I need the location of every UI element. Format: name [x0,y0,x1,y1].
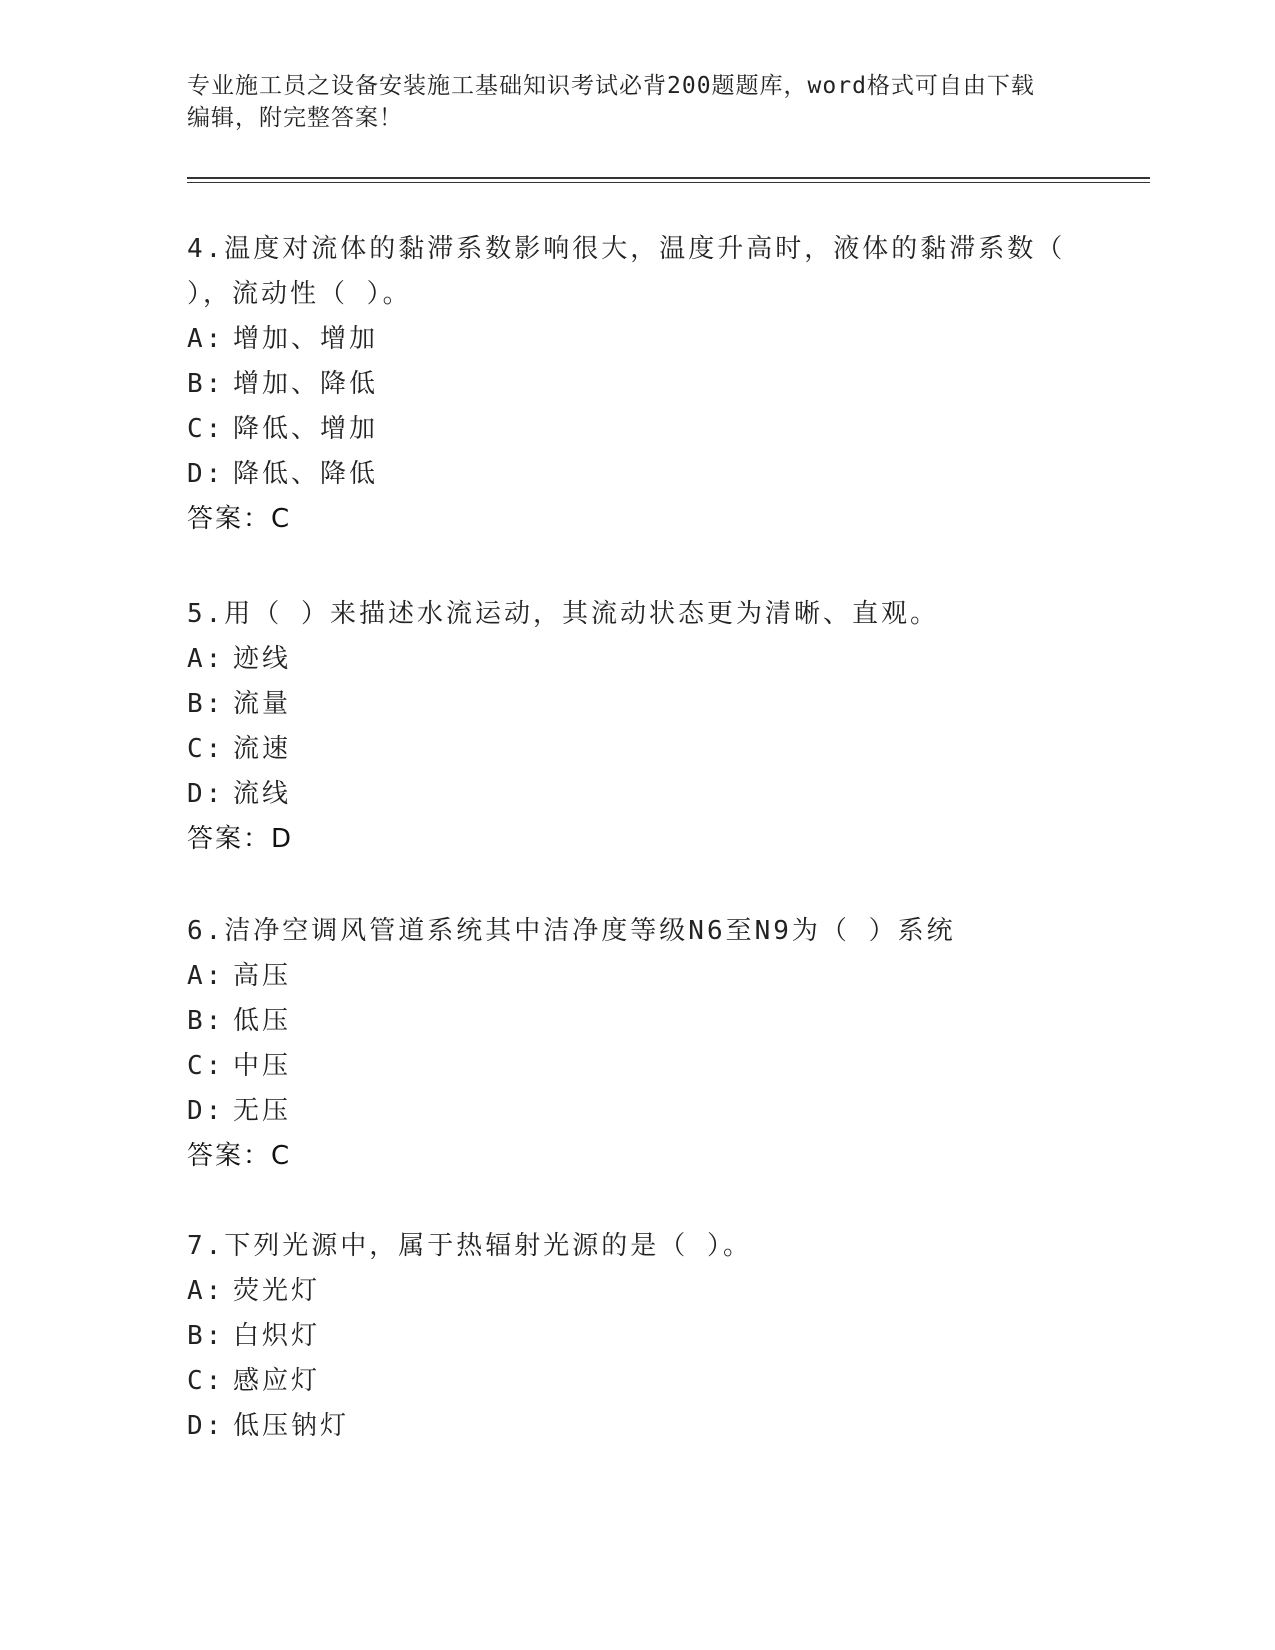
option-text: 无压 [233,1096,292,1126]
option-d [187,1404,1067,1449]
option-text: 中压 [233,1051,292,1081]
option-a [187,954,1067,999]
option-letter: C: [187,734,225,764]
option-text: 高压 [233,961,292,991]
header-line-2: 编辑，附完整答案！ [187,105,403,131]
option-letter: D: [187,459,225,489]
option-c [187,407,1067,452]
question-7 [187,1224,1067,1449]
option-a [187,637,1067,682]
option-letter: B: [187,1006,225,1036]
option-text: 增加、增加 [233,324,379,354]
document-header [187,70,1107,134]
option-text: 流速 [233,734,292,764]
question-stem-line-1: 7.下列光源中，属于热辐射光源的是（ ）。 [187,1231,752,1261]
option-c [187,1044,1067,1089]
option-letter: D: [187,779,225,809]
option-text: 低压钠灯 [233,1411,350,1441]
answer: 答案：C [187,1141,292,1171]
option-a [187,317,1067,362]
question-stem-line-2: ），流动性（ ）。 [187,279,412,309]
option-letter: A: [187,1276,225,1306]
option-b [187,1314,1067,1359]
answer: 答案：C [187,504,292,534]
option-letter: B: [187,1321,225,1351]
answer: 答案：D [187,824,294,854]
option-text: 降低、降低 [233,459,379,489]
question-5 [187,592,1067,862]
option-letter: D: [187,1096,225,1126]
header-line-1: 专业施工员之设备安装施工基础知识考试必背200题题库，word格式可自由下载 [187,73,1035,99]
question-stem-line-1: 4.温度对流体的黏滞系数影响很大，温度升高时，液体的黏滞系数（ [187,234,1066,264]
option-b [187,362,1067,407]
option-letter: A: [187,644,225,674]
option-d [187,1089,1067,1134]
option-text: 感应灯 [233,1366,321,1396]
option-c [187,727,1067,772]
option-letter: A: [187,324,225,354]
option-text: 增加、降低 [233,369,379,399]
option-b [187,999,1067,1044]
option-d [187,772,1067,817]
option-text: 降低、增加 [233,414,379,444]
option-letter: A: [187,961,225,991]
question-4 [187,227,1067,542]
option-letter: B: [187,369,225,399]
header-divider-thin [187,182,1150,183]
question-6 [187,909,1067,1179]
option-text: 荧光灯 [233,1276,321,1306]
option-letter: B: [187,689,225,719]
option-c [187,1359,1067,1404]
option-b [187,682,1067,727]
question-stem-line-1: 6.洁净空调风管道系统其中洁净度等级N6至N9为（ ）系统 [187,916,956,946]
header-divider-thick [187,177,1150,179]
option-text: 低压 [233,1006,292,1036]
option-text: 流线 [233,779,292,809]
option-letter: D: [187,1411,225,1441]
option-text: 迹线 [233,644,292,674]
option-letter: C: [187,414,225,444]
option-letter: C: [187,1051,225,1081]
option-d [187,452,1067,497]
question-stem-line-1: 5.用（ ）来描述水流运动，其流动状态更为清晰、直观。 [187,599,939,629]
option-text: 白炽灯 [233,1321,321,1351]
option-a [187,1269,1067,1314]
option-letter: C: [187,1366,225,1396]
option-text: 流量 [233,689,292,719]
